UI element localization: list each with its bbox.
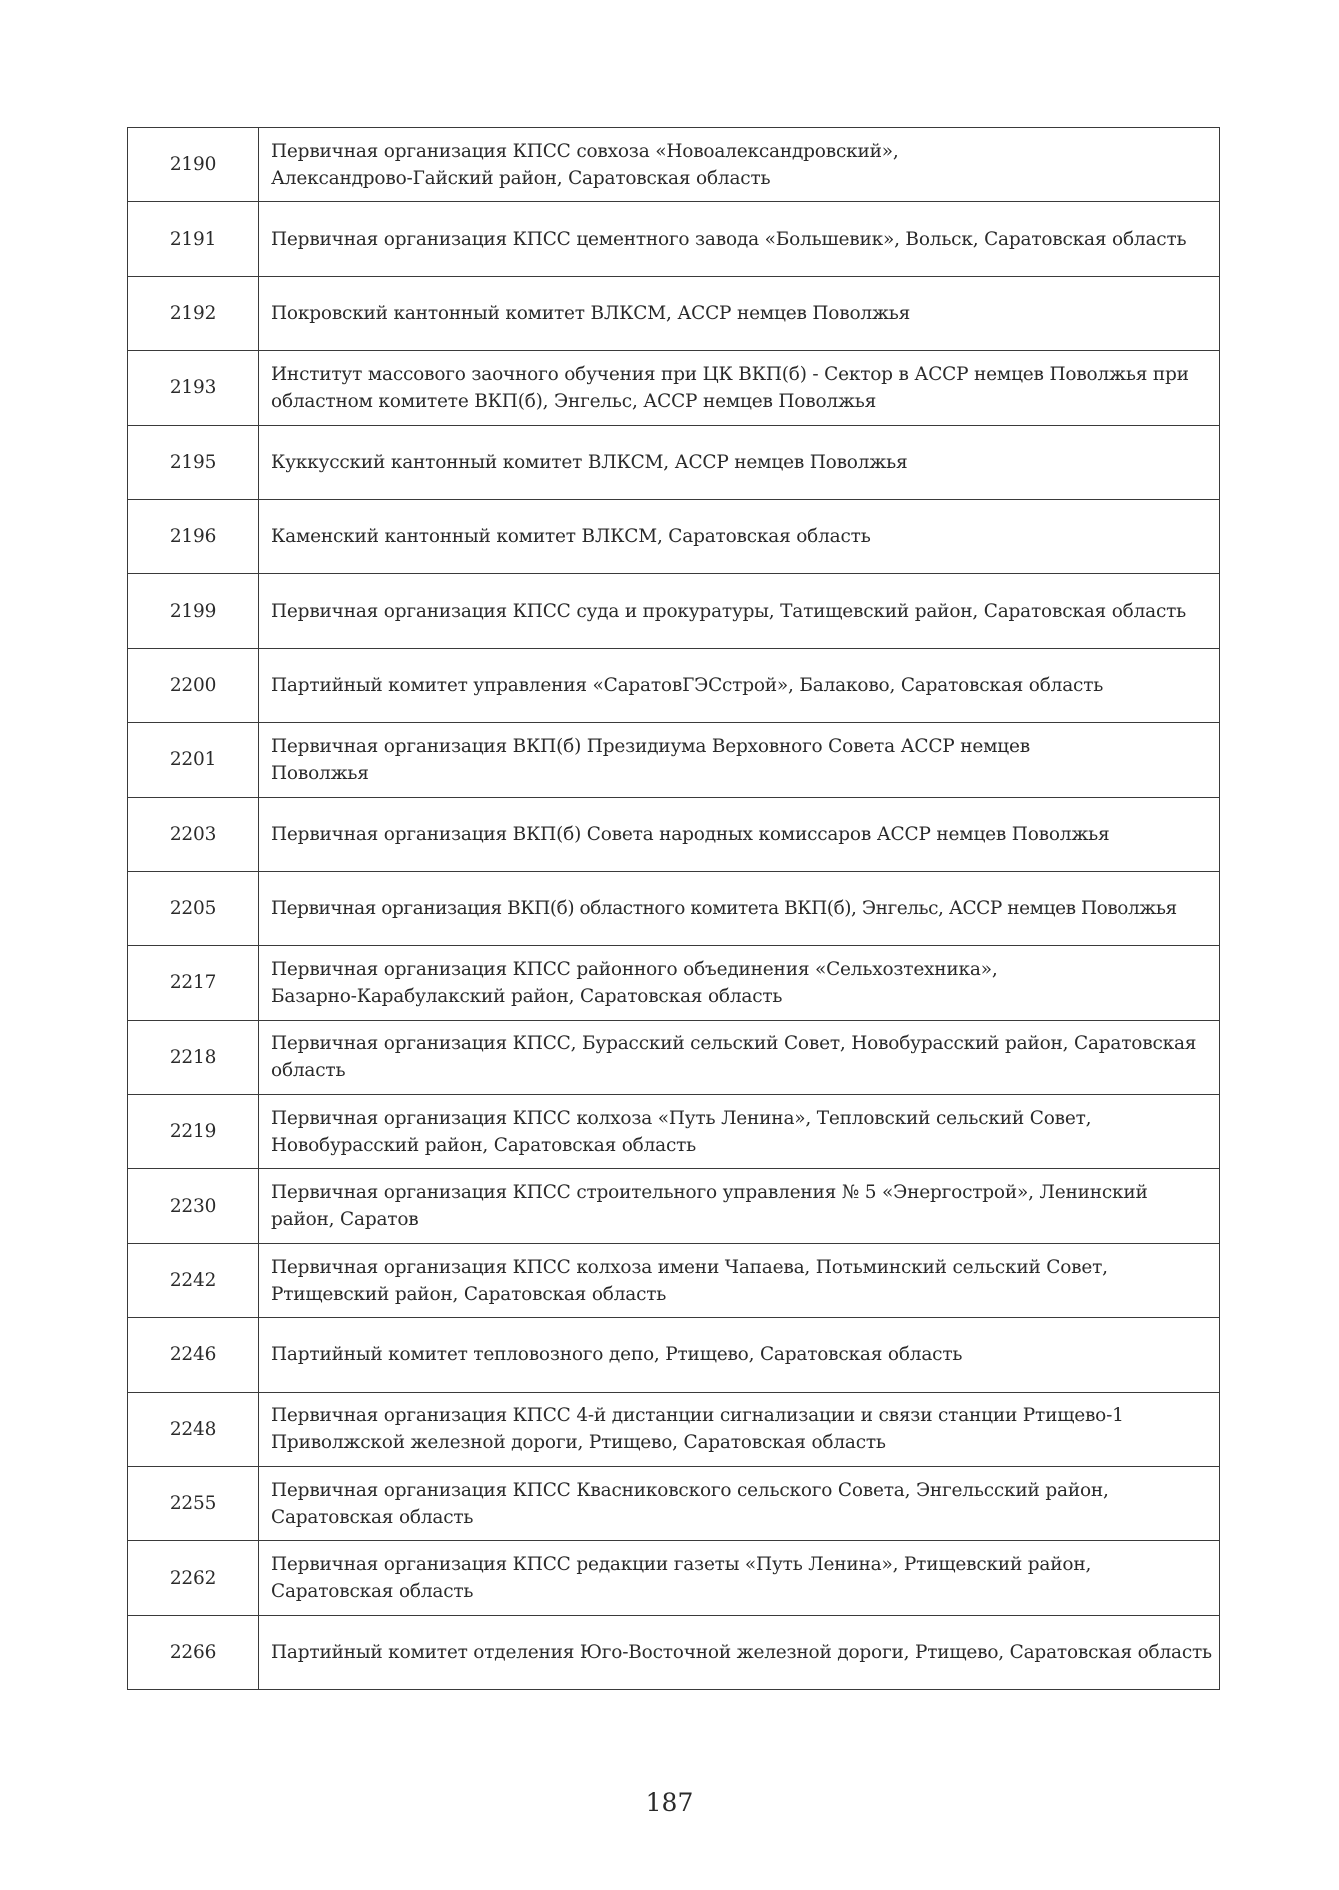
fund-description: [259, 1541, 1220, 1615]
fund-number: 2218: [128, 1020, 259, 1094]
fund-description-text: Первичная организация КПСС редакции газеты «Путь Ленина», Ртищевский район, Саратовская область: [271, 1554, 1092, 1603]
table-row: [128, 351, 1220, 425]
fund-description-text: Куккусский кантонный комитет ВЛКСМ, АССР немцев Поволжья: [271, 451, 908, 473]
table-row: [128, 1169, 1220, 1243]
fund-description-text: Первичная организация КПСС совхоза «Новоалександровский», Александрово-Гайский район, Саратовская область: [271, 140, 899, 189]
fund-description-text: Первичная организация КПСС Квасниковского сельского Совета, Энгельсский район, Саратовская область: [271, 1479, 1109, 1528]
fund-number: 2248: [128, 1392, 259, 1466]
fund-description: [259, 276, 1220, 350]
fund-description-text: Партийный комитет отделения Юго-Восточной железной дороги, Ртищево, Саратовская область: [271, 1642, 1212, 1663]
fund-description-text: Первичная организация КПСС строительного управления № 5 «Энергострой», Ленинский район, Саратов: [271, 1182, 1148, 1231]
fund-description: [259, 1392, 1220, 1466]
fund-description-text: Первичная организация КПСС цементного завода «Большевик», Вольск, Саратовская область: [271, 228, 1187, 250]
fund-description-text: Первичная организация КПСС суда и прокуратуры, Татищевский район, Саратовская область: [271, 600, 1187, 622]
fund-description: [259, 1615, 1220, 1689]
fund-description: [259, 1467, 1220, 1541]
fund-number: 2266: [128, 1615, 259, 1689]
fund-description: [259, 1243, 1220, 1317]
fund-description-text: Первичная организация ВКП(б) Президиума Верховного Совета АССР немцев Поволжья: [271, 735, 1030, 784]
fund-number: 2199: [128, 574, 259, 648]
table-row: [128, 946, 1220, 1020]
fund-number: 2201: [128, 723, 259, 797]
fund-number: 2205: [128, 871, 259, 945]
fund-description-text: Первичная организация КПСС, Бурасский сельский Совет, Новобурасский район, Саратовская область: [271, 1033, 1197, 1082]
table-row: [128, 1541, 1220, 1615]
table-row: [128, 1243, 1220, 1317]
table-row: [128, 1615, 1220, 1689]
fund-description: [259, 1169, 1220, 1243]
fund-number: 2242: [128, 1243, 259, 1317]
fund-description: [259, 1095, 1220, 1169]
fund-number: 2230: [128, 1169, 259, 1243]
fund-description: [259, 351, 1220, 425]
fund-description-text: Первичная организация КПСС районного объединения «Сельхозтехника», Базарно-Карабулакский район, Саратовская область: [271, 958, 998, 1007]
table-row: [128, 1467, 1220, 1541]
table-row: [128, 1318, 1220, 1392]
page-number: 187: [645, 1788, 694, 1817]
fund-description-text: Первичная организация КПСС колхоза «Путь Ленина», Тепловский сельский Совет, Новобурасский район, Саратовская область: [271, 1107, 1092, 1156]
table-row: [128, 648, 1220, 722]
fund-description: [259, 1318, 1220, 1392]
fund-number: 2190: [128, 128, 259, 202]
table-row: [128, 723, 1220, 797]
registry-table-body: [128, 128, 1220, 1690]
fund-number: 2196: [128, 499, 259, 573]
table-row: [128, 871, 1220, 945]
fund-description: [259, 871, 1220, 945]
fund-number: 2246: [128, 1318, 259, 1392]
table-row: [128, 202, 1220, 276]
fund-description: [259, 946, 1220, 1020]
table-row: [128, 1095, 1220, 1169]
fund-number: 2192: [128, 276, 259, 350]
fund-description-text: Первичная организация ВКП(б) Совета народных комиссаров АССР немцев Поволжья: [271, 823, 1110, 845]
fund-description: [259, 648, 1220, 722]
fund-description: [259, 574, 1220, 648]
table-row: [128, 276, 1220, 350]
fund-description: [259, 202, 1220, 276]
fund-number: 2195: [128, 425, 259, 499]
fund-number: 2262: [128, 1541, 259, 1615]
fund-number: 2217: [128, 946, 259, 1020]
table-row: [128, 1392, 1220, 1466]
table-row: [128, 128, 1220, 202]
fund-description-text: Первичная организация КПСС колхоза имени Чапаева, Потьминский сельский Совет, Ртищевский район, Саратовская область: [271, 1256, 1108, 1305]
fund-description: [259, 723, 1220, 797]
fund-number: 2203: [128, 797, 259, 871]
fund-number: 2193: [128, 351, 259, 425]
fund-description-text: Первичная организация ВКП(б) областного комитета ВКП(б), Энгельс, АССР немцев Поволжья: [271, 898, 1177, 920]
table-row: [128, 797, 1220, 871]
fund-description-text: Первичная организация КПСС 4-й дистанции сигнализации и связи станции Ртищево-1 Приволжской железной дороги, Ртищево, Саратовская область: [271, 1405, 1124, 1454]
fund-number: 2191: [128, 202, 259, 276]
table-row: [128, 1020, 1220, 1094]
fund-number: 2219: [128, 1095, 259, 1169]
table-row: [128, 499, 1220, 573]
table-row: [128, 425, 1220, 499]
fund-description-text: Институт массового заочного обучения при ЦК ВКП(б) - Сектор в АССР немцев Поволжья при областном комитете ВКП(б), Энгельс, АССР немцев Поволжья: [271, 363, 1189, 412]
fund-number: 2200: [128, 648, 259, 722]
fund-description: [259, 1020, 1220, 1094]
fund-description-text: Партийный комитет управления «СаратовГЭСстрой», Балаково, Саратовская область: [271, 674, 1104, 696]
fund-description-text: Партийный комитет тепловозного депо, Ртищево, Саратовская область: [271, 1344, 963, 1366]
fund-number: 2255: [128, 1467, 259, 1541]
table-row: [128, 574, 1220, 648]
registry-table: [127, 127, 1220, 1690]
fund-description: [259, 797, 1220, 871]
fund-description: [259, 425, 1220, 499]
fund-description: [259, 499, 1220, 573]
fund-description-text: Каменский кантонный комитет ВЛКСМ, Саратовская область: [271, 526, 871, 548]
fund-description-text: Покровский кантонный комитет ВЛКСМ, АССР немцев Поволжья: [271, 302, 911, 324]
fund-description: [259, 128, 1220, 202]
